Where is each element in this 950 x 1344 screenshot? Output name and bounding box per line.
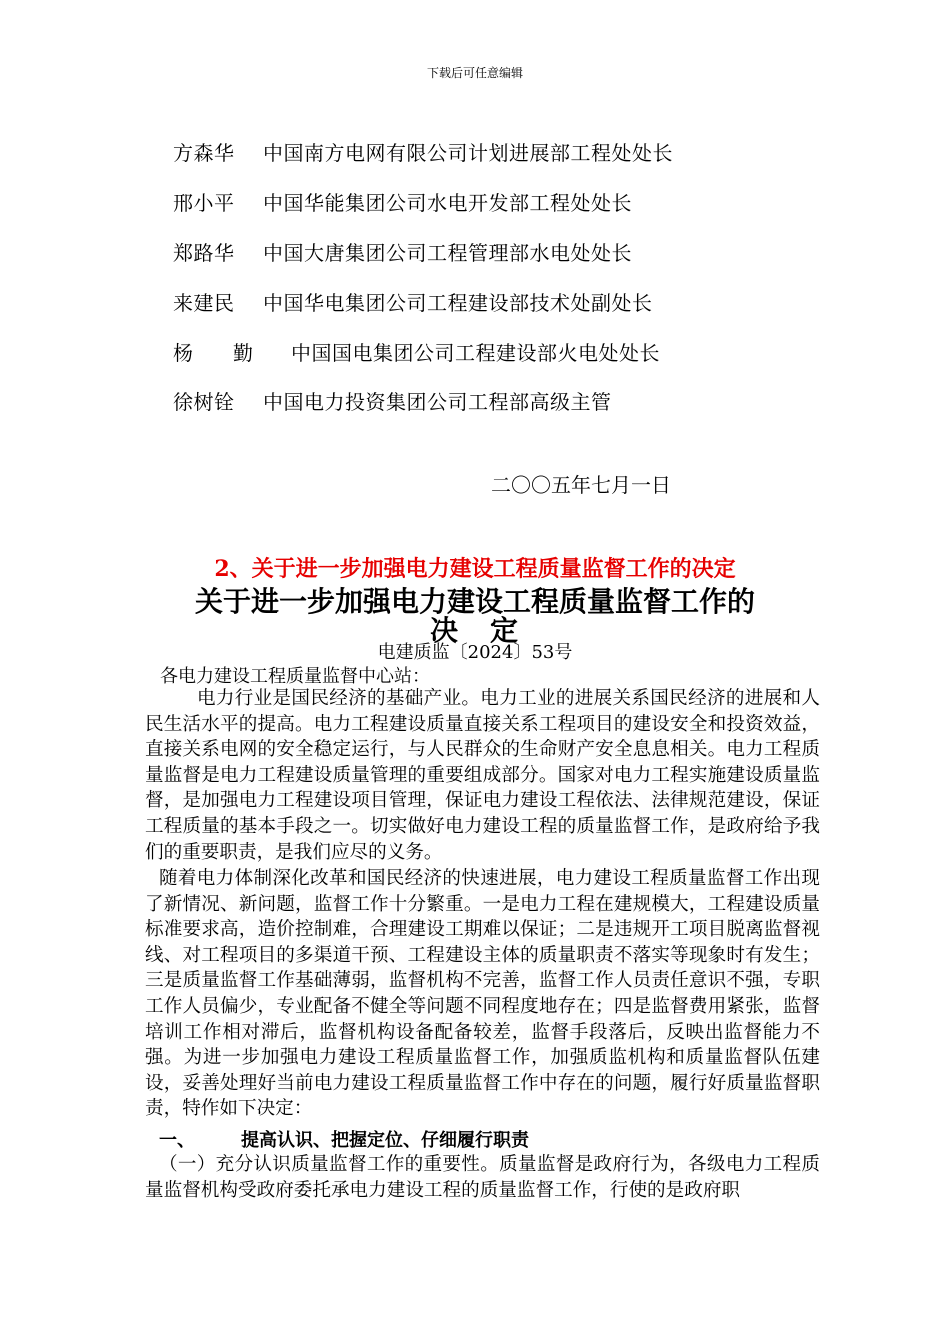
member-title: 中国华能集团公司水电开发部工程处处长: [263, 191, 632, 215]
member-name: 来建民: [173, 291, 235, 315]
member-title: 中国大唐集团公司工程管理部水电处处长: [263, 241, 632, 265]
section-number: 一、: [159, 1130, 195, 1151]
member-name: 邢小平: [173, 191, 235, 215]
member-name: 杨 勤: [173, 341, 253, 365]
member-row: [173, 187, 632, 216]
doc-title-line1: 关于进一步加强电力建设工程质量监督工作的: [194, 585, 755, 618]
signing-date: 二〇〇五年七月一日: [491, 473, 671, 497]
page-header: 下载后可任意编辑: [426, 66, 523, 80]
doc-title-line2: 决 定: [429, 614, 520, 647]
paragraph-text: 电力行业是国民经济的基础产业。电力工业的进展关系国民经济的进展和人民生活水平的提高。电力工程建设质量直接关系工程项目的建设安全和投资效益，直接关系电网的安全稳定运行，与人民群众的生命财产安全息息相关。电力工程质量监督是电力工程建设质量管理的重要组成部分。国家对电力工程实施建设质量监督，是加强电力工程建设项目管理，保证电力建设工程依法、法律规范建设，保证工程质量的基本手段之一。切实做好电力建设工程的质量监督工作，是政府给予我们的重要职责，是我们应尽的义务。: [145, 688, 820, 863]
section-heading: 2、关于进一步加强电力建设工程质量监督工作的决定: [214, 556, 736, 582]
member-name: 方森华: [173, 141, 235, 165]
paragraph-text: （一）充分认识质量监督工作的重要性。质量监督是政府行为，各级电力工程质量监督机构受政府委托承电力建设工程的质量监督工作，行使的是政府职: [145, 1154, 820, 1201]
section-one-heading: [159, 1126, 529, 1152]
body-paragraph-1: [145, 686, 820, 865]
section-title: 提高认识、把握定位、仔细履行职责: [241, 1130, 529, 1151]
doc-number: 电建质监〔2024〕53号: [377, 642, 573, 663]
member-title: 中国国电集团公司工程建设部火电处处长: [291, 341, 660, 365]
member-title: 中国电力投资集团公司工程部高级主管: [263, 390, 612, 414]
body-paragraph-3: [145, 1152, 820, 1203]
member-name: 郑路华: [173, 241, 235, 265]
member-row: [173, 337, 660, 366]
member-row: [173, 137, 673, 166]
member-name: 徐树铨: [173, 390, 235, 414]
member-row: [173, 237, 632, 266]
member-row: [173, 287, 653, 316]
body-paragraph-2: [145, 866, 820, 1122]
member-title: 中国南方电网有限公司计划进展部工程处处长: [263, 141, 673, 165]
salutation: 各电力建设工程质量监督中心站：: [160, 666, 430, 687]
member-title: 中国华电集团公司工程建设部技术处副处长: [263, 291, 653, 315]
member-row: [173, 386, 612, 415]
paragraph-text: 随着电力体制深化改革和国民经济的快速进展，电力建设工程质量监督工作出现了新情况、新问题，监督工作十分繁重。一是电力工程在建规模大，工程建设质量标准要求高，造价控制难，合理建设工期难以保证；二是违规开工项目脱离监督视线、对工程项目的多渠道干预、工程建设主体的质量职责不落实等现象时有发生；三是质量监督工作基础薄弱，监督机构不完善，监督工作人员责任意识不强，专职工作人员偏少，专业配备不健全等问题不同程度地存在；四是监督费用紧张，监督培训工作相对滞后，监督机构设备配备较差，监督手段落后，反映出监督能力不强。为进一步加强电力建设工程质量监督工作，加强质监机构和质量监督队伍建设，妥善处理好当前电力建设工程质量监督工作中存在的问题，履行好质量监督职责，特作如下决定：: [145, 868, 820, 1120]
